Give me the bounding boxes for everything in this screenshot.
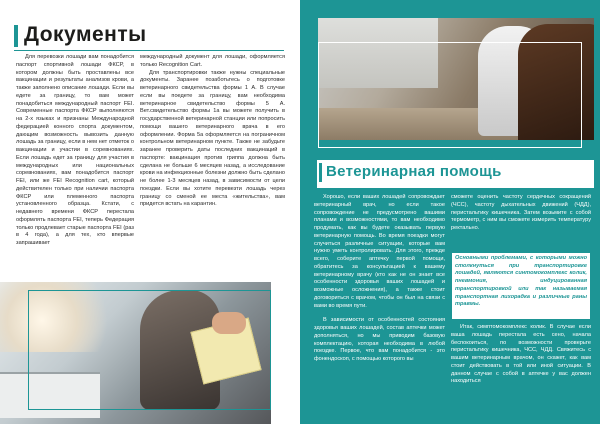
title-rule [14,50,284,51]
vet-column-2 [451,194,591,233]
vet-paragraph: Хорошо, если ваших лошадей сопровождает ветеринарный врач, но если такое сопровождение не предусмотрено вашими планами и возможностями, то вам необходимо продумать, как вы будете оказывать первую ветеринарную помощь. Во время поездки могут случиться различные ситуации, которые вам нужно уметь контролировать. Для этого, прежде всего, соберите аптечку первой помощи, обратитесь за консультацией к вашему ветеринарному врачу (кто как не он знает все особенности здоровья ваших лошадей и возможные осложнения), а также стоит договориться с врачом, чтобы он был на связи с вами во время пути. [314,194,445,309]
vet-column-1 [314,194,445,364]
section-title-vet-help: Ветеринарная помощь [326,163,502,180]
photo-frame [318,42,582,148]
documents-paragraph: Для перевозки лошади вам понадобится паспорт спортивной лошади ФКСР, в котором должны быть проставлены все вакцинации и результаты анализов крови, а также заполнено описание лошади. Если вы едете за границу, то вам может понадобиться международный паспорт FEI. Современные паспорта ФКСР выполняются на 2-х языках и признаны Международной федерацией конного спорта документом, дающим возможность вывозить данную лошадь за границу, если в нем нет отметок о вакцинации и участии в соревнованиях. Если лошадь едет за границу для участия в международных или национальных соревнованиях, вам понадобится паспорт FEI, или же FEI Recognition cart, который действителен только при наличии паспорта ФКСР или племенного паспорта установленного образца. Кстати, с недавнего времени ФКСР перестала оформлять паспорта FEI, теперь Федерация только продлевает старые паспорта FEI (раз в 4 года), а для тех, кто впервые запрашивает [16,54,134,246]
documents-paragraph: международный документ для лошади, оформляется только Recognition Cart. [140,54,285,68]
vet-paragraph: сможете оценить частоту сердечных сокращений (ЧСС), частоту дыхательных движений (ЧДД), перистальтику кишечника. Затем возьмите с собой термометр, с ним вы сможете измерить температуру ректально. [451,194,591,231]
documents-paragraph: Для транспортировки также нужны специальные документы. Заранее позаботьтесь о подготовке ветеринарного свидетельства формы 1 А. В случае если вы поедете за границу, вам необходима ветеринарное свидетельство формы 5 А. Вет.свидетельство формы 1а вы можете получить в государственной ветеринарной станции или попросить помощи вашего ветеринарного врача в его оформлении. Форма 5а оформляется на пограничном контрольном ветеринарном пункте. Также не забудьте заранее проверить даты последних вакцинаций в паспорте: вакцинация против гриппа должна быть сделана не больше 6 месяцев назад, а исследование крови на инфекционные болезни должно быть сделано не более 1-3 месяцев назад, в зависимости от цели поездки. Если вы хотите перевезти лошадь через границу со сменой ее места «жительства», вам придется встать на карантин. [140,69,285,208]
vet-paragraph: В зависимости от особенностей состояния здоровья ваших лошадей, состав аптечки может дополняться, но мы приводим базовую комплектацию, которая необходима в любой поездке. Первое, что вам понадобится - это фонендоскоп, с помощью которого вы [314,317,445,362]
section-title-documents: Документы [24,23,147,46]
vet-column-2-bottom [451,324,591,386]
photo-frame [28,290,271,410]
documents-column-2 [140,54,285,209]
documents-column-1 [16,54,134,248]
vet-paragraph: Итак, симптомокомплекс колик. В случае если ваша лошадь перестала есть сено, начала беспокоиться, по возможности проверьте перистальтику кишечника, ЧСС, ЧДД. Свяжитесь с вашим ветеринарным врачом, он скажет, как вам стоит действовать в той или иной ситуации. В данном случае с собой в аптечке у вас должен находиться [451,324,591,385]
title-accent-bar [319,163,322,182]
callout-box: Основными проблемами, с которыми можно столкнуться при транспортировке лошадей, являются синтомокомплекс колик, пневмония, индуцированная транспортировкой или так называемая транспортная лихорадка и различные раны травмы. [452,253,590,319]
page-edge [594,0,600,424]
title-accent-bar [14,25,18,47]
